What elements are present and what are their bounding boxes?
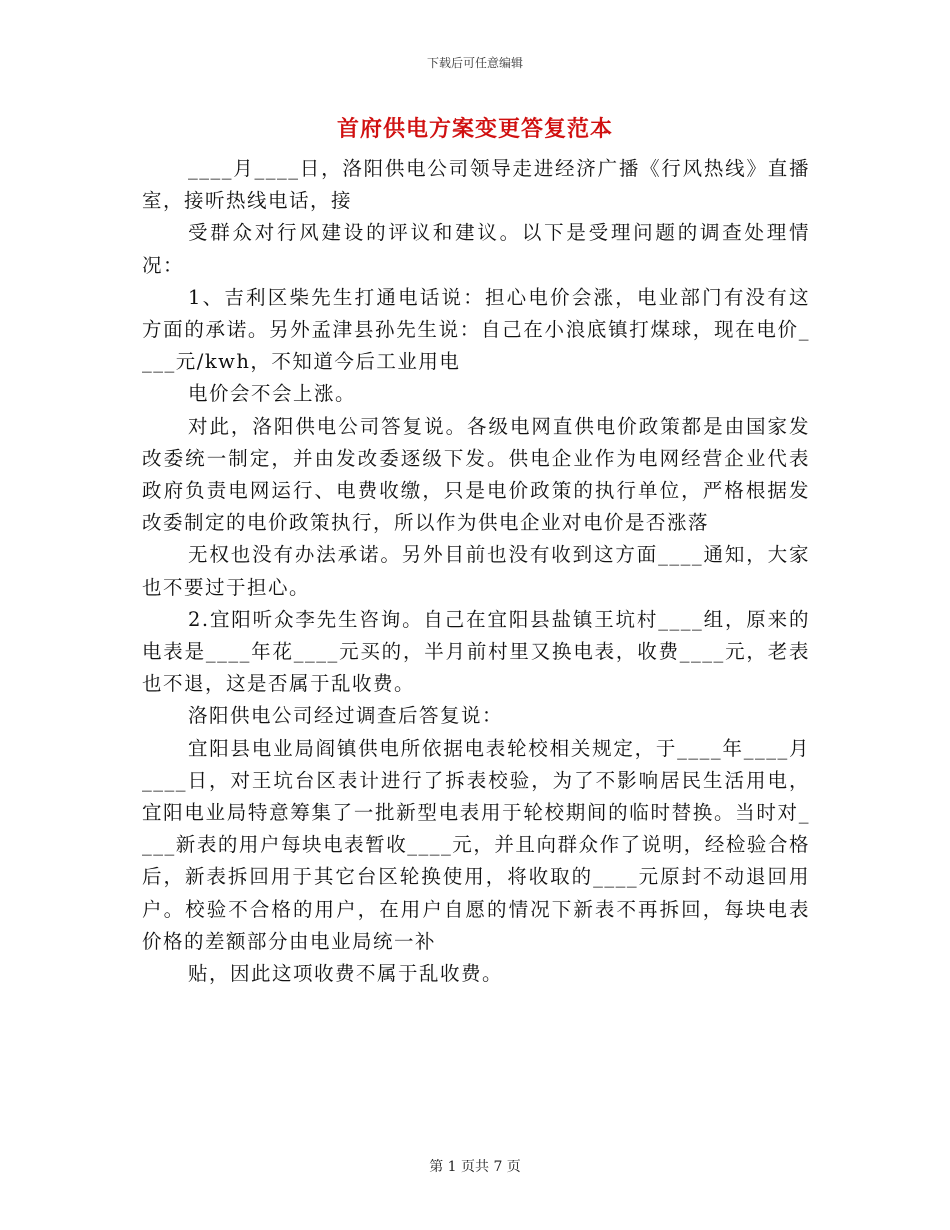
paragraph-7: 2.宜阳听众李先生咨询。自己在宜阳县盐镇王坑村____组，原来的电表是____年花____元买的，半月前村里又换电表，收费____元，老表也不退，这是否属于乱收费。 (142, 607, 810, 696)
document-title: 首府供电方案变更答复范本 (336, 116, 613, 142)
paragraph-9: 宜阳县电业局阎镇供电所依据电表轮校相关规定，于____年____月____日，对王坑台区表计进行了拆表校验，为了不影响居民生活用电，宜阳电业局特意筹集了一批新型电表用于轮校期间的临时替换。当时对____新表的用户每块电表暂收____元，并且向群众作了说明，经检验合格后，新表拆回用于其它台区轮换使用，将收取的____元原封不动退回用户。校验不合格的用户，在用户自愿的情况下新表不再拆回，每块电表价格的差额部分由电业局统一补 (142, 736, 810, 953)
paragraph-4: 电价会不会上涨。 (188, 382, 357, 406)
paragraph-1: ____月____日，洛阳供电公司领导走进经济广播《行风热线》直播室，接听热线电话，接 (142, 157, 810, 213)
paragraph-8: 洛阳供电公司经过调查后答复说： (188, 704, 504, 728)
paragraph-6: 无权也没有办法承诺。另外目前也没有收到这方面____通知，大家也不要过于担心。 (142, 543, 810, 599)
paragraph-10: 贴，因此这项收费不属于乱收费。 (188, 962, 504, 986)
document-body (142, 153, 810, 990)
paragraph-2: 受群众对行风建设的评议和建议。以下是受理问题的调查处理情况： (142, 221, 810, 277)
paragraph-5: 对此，洛阳供电公司答复说。各级电网直供电价政策都是由国家发改委统一制定，并由发改委逐级下发。供电企业作为电网经营企业代表政府负责电网运行、电费收缴，只是电价政策的执行单位，严格根据发改委制定的电价政策执行，所以作为供电企业对电价是否涨落 (142, 414, 810, 535)
header-note: 下载后可任意编辑 (426, 56, 523, 70)
page-footer: 第 1 页共 7 页 (429, 1159, 521, 1175)
paragraph-3: 1、吉利区柴先生打通电话说：担心电价会涨，电业部门有没有这方面的承诺。另外孟津县孙先生说：自己在小浪底镇打煤球，现在电价____元/kwh，不知道今后工业用电 (142, 285, 810, 374)
